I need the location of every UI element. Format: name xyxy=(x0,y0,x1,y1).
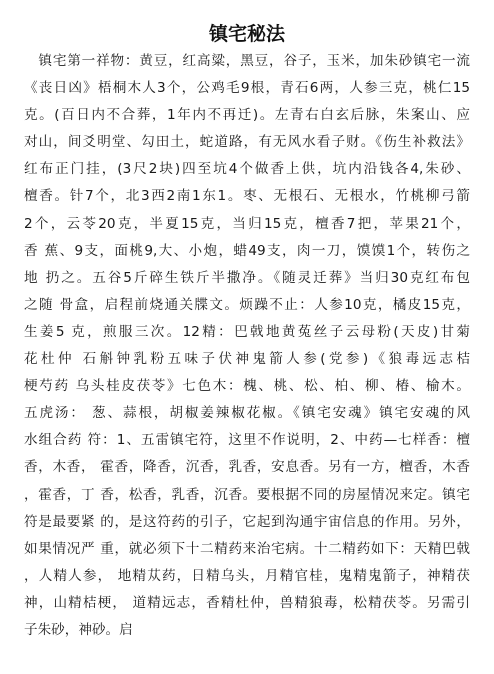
text-line: 香 蕉、9支，面桃9,大、小炮，蜡49支，肉一刀，馍馍1个，转伤之 xyxy=(24,242,470,259)
document-title: 镇宅秘法 xyxy=(208,23,285,45)
text-line: 生姜5 克，煎服三次。12精：巴戟地黄菟丝子云母粉(天皮)甘菊 xyxy=(24,323,470,340)
text-line: 红布正门挂，(3尺2块)四至坑4个做香上供，坑内沿钱各4,朱砂、 xyxy=(24,161,470,178)
text-line: 地 扔之。五谷5斤碎生铁斤半撒净。《随灵迁葬》当归30克红布包 xyxy=(24,269,470,286)
text-line: 神，山精桔梗， 道精远志，香精杜仲，兽精狼毒，松精茯苓。另需引 xyxy=(24,594,470,611)
text-line: ，人精人参， 地精苁药，日精乌头，月精官桂，鬼精鬼箭子，神精茯 xyxy=(24,567,470,584)
text-line: 如果情况严 重，就必须下十二精药来治宅病。十二精药如下：天精巴戟 xyxy=(24,540,470,557)
text-line: 符是最要紧 的，是这符药的引子，它起到沟通宇宙信息的作用。另外， xyxy=(24,513,470,530)
text-line: 镇宅第一祥物：黄豆，红高粱，黑豆，谷子，玉米，加朱砂镇宅一流 xyxy=(24,53,470,69)
text-line: 梗芍药 乌头桂皮茯苓》七色木：槐、桃、松、柏、柳、椿、榆木。 xyxy=(24,378,470,395)
text-line: 《丧日凶》梧桐木人3个，公鸡毛9根，青石6两，人参三克，桃仁15 xyxy=(24,80,470,97)
text-line: 2个，云苓20克，半夏15克，当归15克，檀香7把，苹果21个， xyxy=(24,215,470,232)
text-line: 子朱砂，神砂。启 xyxy=(24,621,133,638)
text-line: 花杜仲 石斛钟乳粉五味子伏神鬼箭人参(党参)《狼毒远志桔 xyxy=(24,351,470,368)
text-line: 克。(百日内不合葬，1年内不再迁)。左青右白玄后脉，朱案山、应 xyxy=(24,107,470,124)
text-line: 檀香。针7个，北3西2南1东1。枣、无根石、无根水，竹桃柳弓箭 xyxy=(24,188,470,205)
text-line: ，霍香，丁 香，松香，乳香，沉香。要根据不同的房屋情况来定。镇宅 xyxy=(24,486,470,503)
text-line: 五虎汤： 葱、蒜根，胡椒姜辣椒花椒。《镇宅安魂》镇宅安魂的风 xyxy=(24,405,470,422)
document-body xyxy=(24,48,470,644)
text-line: 水组合药 符：1、五雷镇宅符，这里不作说明，2、中药—七样香：檀 xyxy=(24,432,470,449)
text-line: 对山，间爻明堂、勾田土，蛇道路，有无风水看子财。《伤生补救法》 xyxy=(24,134,470,151)
text-line: 之随 骨盒，启程前烧通关牒文。烦躁不止：人参10克，橘皮15克， xyxy=(24,296,470,313)
text-line: 香，木香， 霍香，降香，沉香，乳香，安息香。另有一方，檀香，木香 xyxy=(24,459,470,476)
